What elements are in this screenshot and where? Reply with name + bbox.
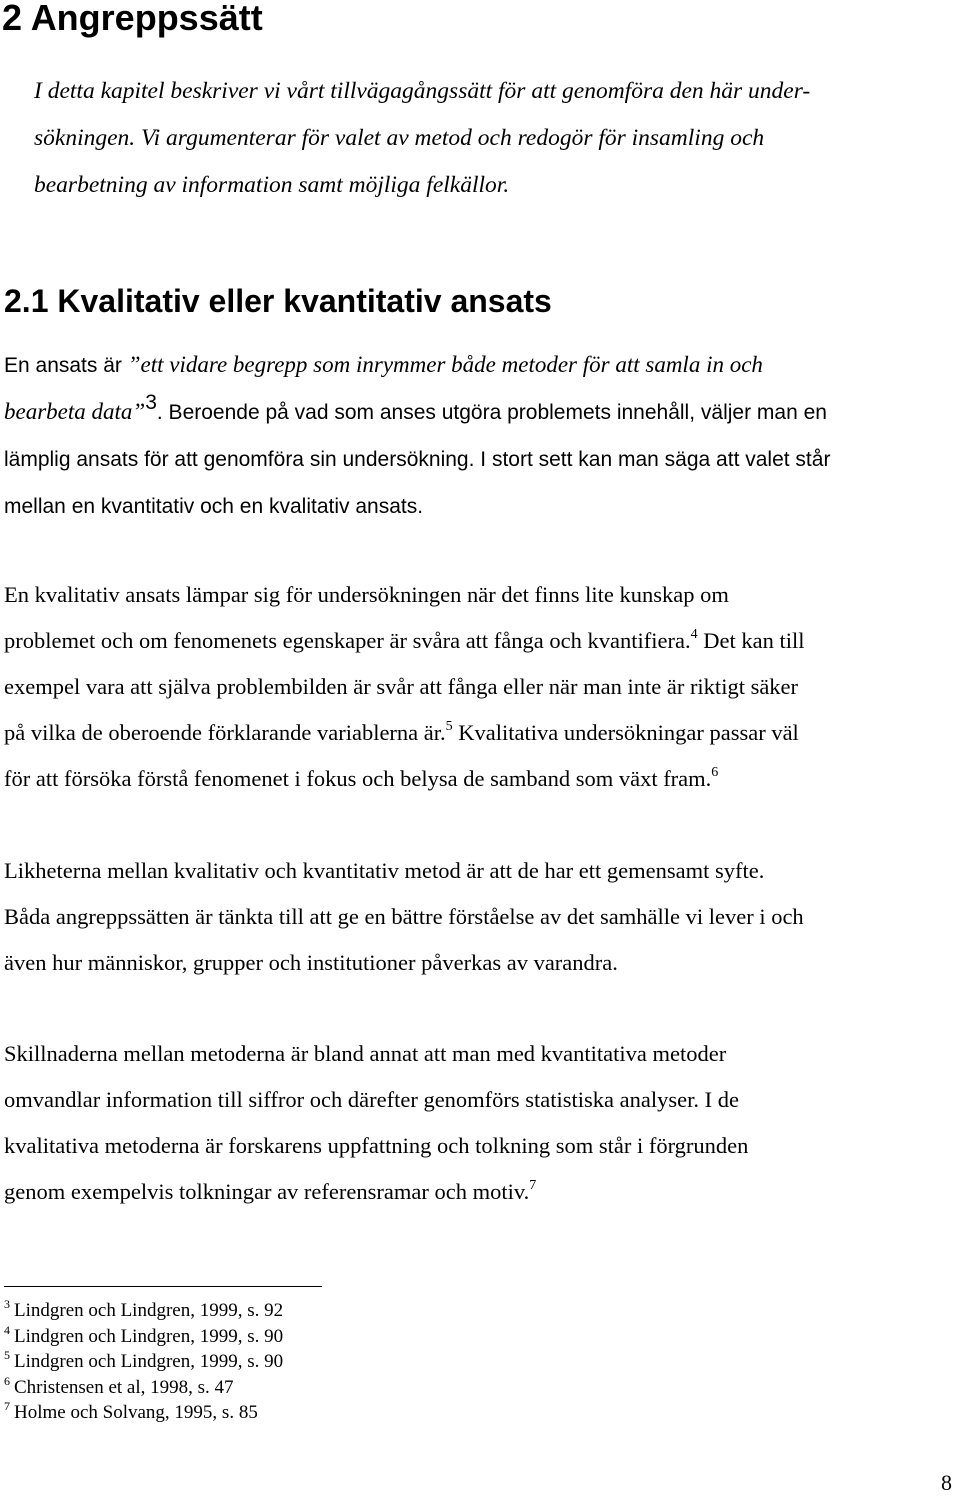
footnote-text: Lindgren och Lindgren, 1999, s. 92 bbox=[14, 1300, 284, 1321]
paragraph-line: kvalitativa metoderna är forskarens uppfattning och tolkning som står i förgrunden bbox=[4, 1133, 749, 1158]
paragraph-line: En kvalitativ ansats lämpar sig för undersökningen när det finns lite kunskap om bbox=[4, 582, 729, 607]
paragraph-kvalitativ bbox=[4, 572, 954, 802]
text-run: Det kan till bbox=[697, 628, 805, 653]
footnote-number: 5 bbox=[4, 1348, 10, 1362]
paragraph-line: omvandlar information till siffror och därefter genomförs statistiska analyser. I de bbox=[4, 1087, 739, 1112]
footnote-reference: 5 bbox=[445, 719, 453, 734]
footnote bbox=[4, 1324, 283, 1350]
footnote-separator bbox=[4, 1286, 322, 1287]
text-run: för att försöka förstå fenomenet i fokus och belysa de samband som växt fram. bbox=[4, 766, 712, 791]
paragraph-line bbox=[4, 710, 954, 756]
footnote-text: Christensen et al, 1998, s. 47 bbox=[14, 1376, 234, 1398]
paragraph-line: Båda angreppssätten är tänkta till att ge en bättre förståelse av det samhälle vi lever i och bbox=[4, 904, 804, 929]
section-heading: 2.1 Kvalitativ eller kvantitativ ansats bbox=[4, 283, 552, 319]
footnote-number: 4 bbox=[4, 1322, 10, 1337]
intro-line: I detta kapitel beskriver vi vårt tillvägagångssätt för att genomföra den här under- bbox=[34, 78, 811, 104]
footnote-number: 6 bbox=[4, 1373, 10, 1388]
paragraph-line: Likheterna mellan kvalitativ och kvantitativ metod är att de har ett gemensamt syfte. bbox=[4, 858, 765, 883]
chapter-intro bbox=[34, 68, 934, 209]
paragraph-line: Skillnaderna mellan metoderna är bland annat att man med kvantitativa metoder bbox=[4, 1041, 727, 1066]
paragraph-line: även hur människor, grupper och institutioner påverkas av varandra. bbox=[4, 950, 618, 975]
intro-line: sökningen. Vi argumenterar för valet av metod och redogör för insamling och bbox=[34, 125, 765, 151]
text-run: En ansats är bbox=[4, 354, 128, 377]
text-run: lämplig ansats för att genomföra sin undersökning. bbox=[4, 448, 475, 471]
text-run: Kvalitativa undersökningar passar väl bbox=[452, 720, 799, 745]
quotation: ”ett vidare begrepp som inrymmer både metoder för att samla in och bbox=[127, 352, 763, 377]
intro-line: bearbetning av information samt möjliga felkällor. bbox=[34, 172, 510, 198]
footnote bbox=[4, 1375, 283, 1401]
footnote-reference: 7 bbox=[529, 1178, 537, 1193]
footnote-reference: 3 bbox=[145, 391, 157, 414]
footnote-text: Holme och Solvang, 1995, s. 85 bbox=[14, 1402, 258, 1423]
text-run: mellan en kvantitativ och en kvalitativ ansats. bbox=[4, 495, 424, 518]
chapter-heading: 2 Angreppssätt bbox=[2, 0, 263, 38]
footnote-list bbox=[4, 1298, 283, 1426]
footnote bbox=[4, 1400, 283, 1426]
footnote bbox=[4, 1298, 283, 1324]
page-number: 8 bbox=[941, 1470, 952, 1495]
footnote-number: 7 bbox=[4, 1399, 10, 1413]
paragraph-line bbox=[4, 342, 954, 389]
paragraph-line bbox=[4, 483, 954, 530]
paragraph-skillnader bbox=[4, 1031, 954, 1215]
paragraph-line bbox=[4, 1169, 954, 1215]
paragraph-line bbox=[4, 436, 954, 483]
text-run: genom exempelvis tolkningar av referensramar och motiv. bbox=[4, 1179, 530, 1204]
footnote-reference: 6 bbox=[711, 765, 719, 780]
paragraph-line: exempel vara att själva problembilden är svår att fånga eller när man inte är riktigt säker bbox=[4, 674, 799, 699]
paragraph-likheter bbox=[4, 848, 954, 986]
text-run: problemet och om fenomenets egenskaper är svåra att fånga och kvantifiera. bbox=[4, 628, 691, 653]
footnote bbox=[4, 1349, 283, 1375]
paragraph-line bbox=[4, 756, 954, 802]
paragraph-line bbox=[4, 618, 954, 664]
paragraph-ansats bbox=[4, 342, 954, 530]
paragraph-line bbox=[4, 389, 954, 436]
text-run: I stort sett kan man säga att valet står bbox=[474, 448, 831, 471]
footnote-text: Lindgren och Lindgren, 1999, s. 90 bbox=[14, 1351, 284, 1372]
text-run: på vilka de oberoende förklarande variablerna är. bbox=[4, 720, 446, 745]
quotation: bearbeta data” bbox=[4, 399, 146, 424]
footnote-reference: 4 bbox=[690, 627, 698, 642]
footnote-number: 3 bbox=[4, 1297, 10, 1311]
text-run: . Beroende på vad som anses utgöra problemets innehåll, väljer man en bbox=[156, 401, 827, 424]
footnote-text: Lindgren och Lindgren, 1999, s. 90 bbox=[14, 1325, 284, 1347]
